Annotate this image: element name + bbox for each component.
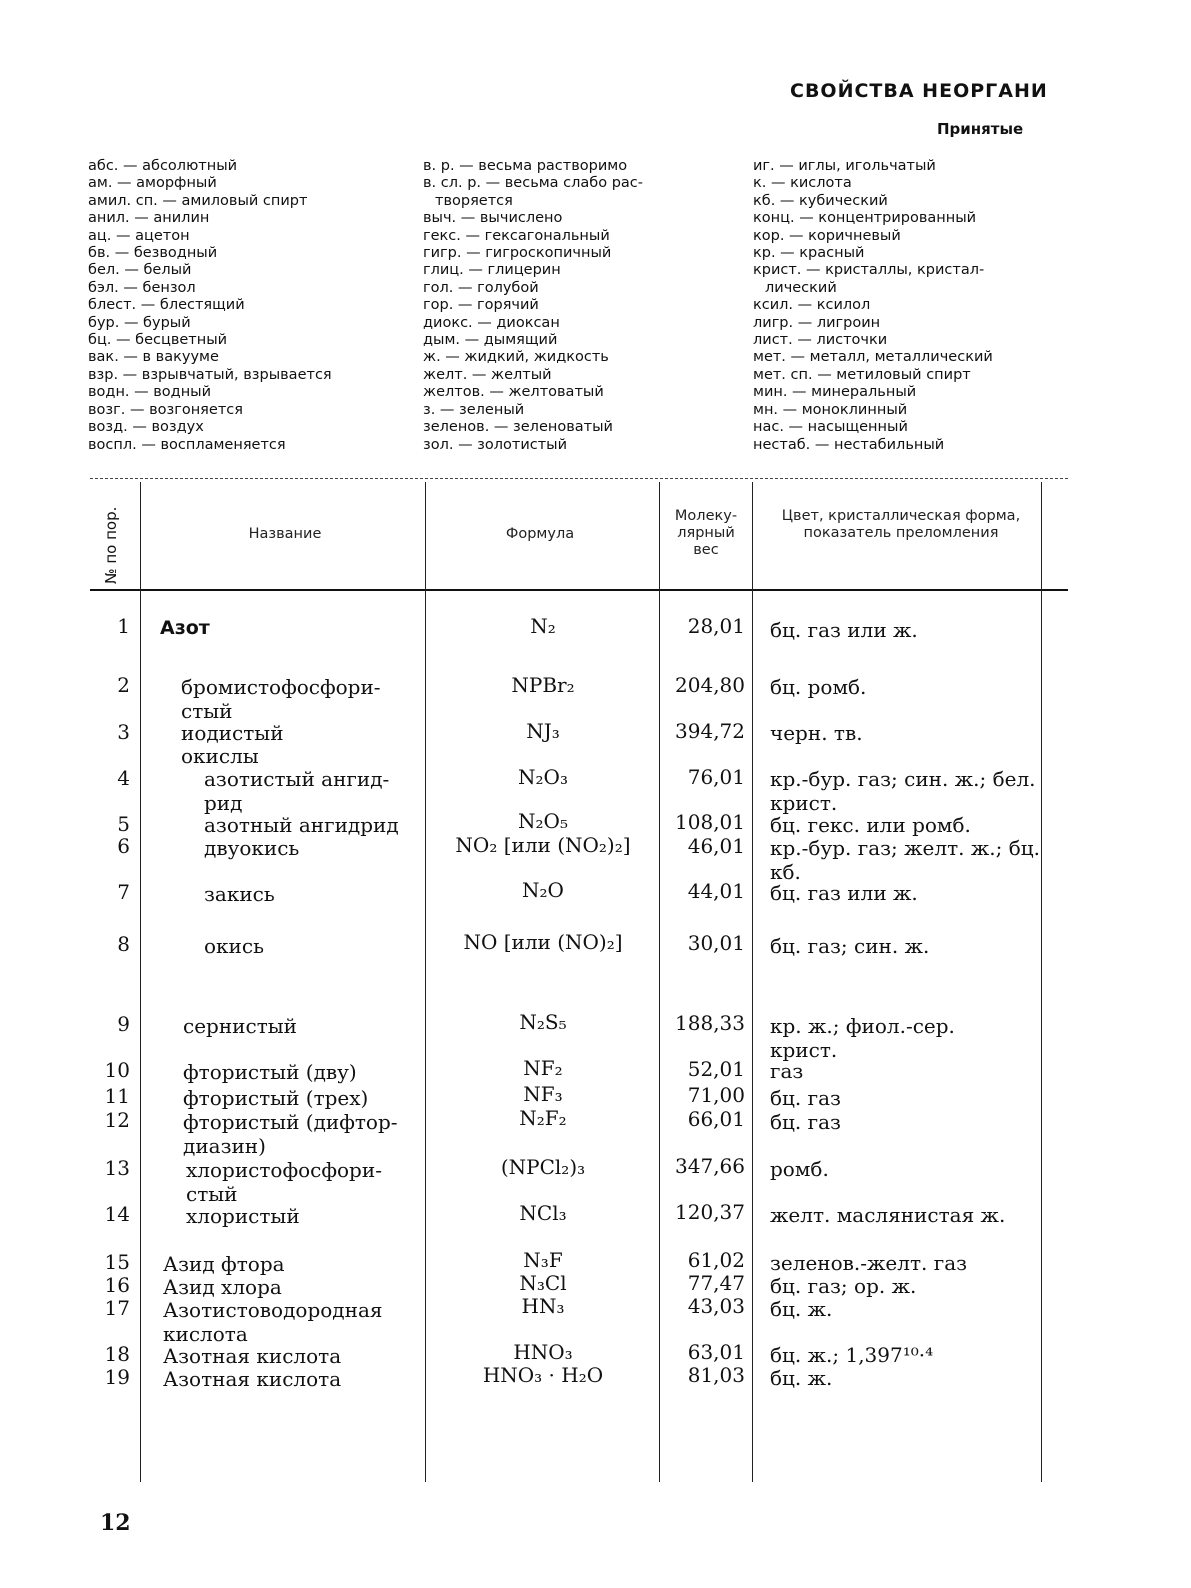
molecular-weight: 71,00 xyxy=(687,1083,745,1107)
description: бц. ж.; 1,397¹⁰·⁴ xyxy=(770,1343,934,1367)
description: бц. ромб. xyxy=(770,675,867,699)
substance-name: Азот xyxy=(160,617,210,639)
description: кр.-бур. газ; син. ж.; бел. крист. xyxy=(770,767,1036,815)
abbreviation-entry: бв. — безводный xyxy=(88,245,218,262)
molecular-weight: 61,02 xyxy=(687,1248,745,1272)
abbreviation-entry: взр. — взрывчатый, взрывается xyxy=(88,366,332,383)
formula: NO₂ [или (NO₂)₂] xyxy=(455,833,631,857)
molecular-weight: 43,03 xyxy=(687,1294,745,1318)
running-title: СВОЙСТВА НЕОРГАНИ xyxy=(790,80,1048,102)
abbreviation-entry: нестаб. — нестабильный xyxy=(753,436,945,453)
description: бц. ж. xyxy=(770,1297,833,1321)
molecular-weight: 394,72 xyxy=(675,719,745,743)
header-number: № по пор. xyxy=(102,506,120,584)
molecular-weight: 44,01 xyxy=(687,879,745,903)
description: бц. ж. xyxy=(770,1366,833,1390)
section-subtitle: Принятые xyxy=(937,120,1024,138)
abbreviation-entry: вак. — в вакууме xyxy=(88,349,219,366)
formula: (NPCl₂)₃ xyxy=(500,1155,586,1179)
substance-name: двуокись xyxy=(204,836,300,860)
abbreviation-entry: бэл. — бензол xyxy=(88,279,196,296)
row-number: 4 xyxy=(117,766,130,790)
description: желт. маслянистая ж. xyxy=(770,1203,1006,1227)
abbreviation-entry: кр. — красный xyxy=(753,245,865,262)
molecular-weight: 76,01 xyxy=(687,765,745,789)
description: бц. газ или ж. xyxy=(770,618,918,642)
description: кр.-бур. газ; желт. ж.; бц. кб. xyxy=(770,836,1040,884)
abbreviation-entry: зол. — золотистый xyxy=(423,436,568,453)
row-number: 14 xyxy=(104,1202,130,1226)
description: бц. газ или ж. xyxy=(770,881,918,905)
formula: NO [или (NO)₂] xyxy=(463,930,623,954)
substance-name: хлористый xyxy=(186,1204,300,1228)
formula: HNO₃ · H₂O xyxy=(482,1363,604,1387)
formula: NPBr₂ xyxy=(511,673,575,697)
abbreviation-entry: дым. — дымящий xyxy=(423,332,558,349)
abbreviation-entry: блест. — блестящий xyxy=(88,297,245,314)
abbreviation-entry: гигр. — гигроскопичный xyxy=(423,245,612,262)
formula: NF₂ xyxy=(523,1056,563,1080)
abbreviation-entry: возг. — возгоняется xyxy=(88,401,243,418)
substance-name: фтористый (дву) xyxy=(183,1060,357,1084)
table-header-rule xyxy=(90,589,1068,591)
abbreviation-entry: иг. — иглы, игольчатый xyxy=(753,158,936,174)
substance-name: фтористый (трех) xyxy=(183,1086,369,1110)
molecular-weight: 347,66 xyxy=(675,1154,745,1178)
description: зеленов.-желт. газ xyxy=(770,1251,968,1275)
formula: HN₃ xyxy=(521,1294,565,1318)
abbreviation-entry: гол. — голубой xyxy=(423,279,539,296)
molecular-weight: 46,01 xyxy=(687,834,745,858)
abbreviation-entry: конц. — концентрированный xyxy=(753,210,977,227)
column-divider xyxy=(1041,482,1042,1482)
row-number: 6 xyxy=(117,834,130,858)
substance-name: азотный ангидрид xyxy=(204,813,399,837)
abbreviation-entry: бур. — бурый xyxy=(88,314,191,331)
row-number: 5 xyxy=(117,812,130,836)
abbreviation-entry: воспл. — воспламеняется xyxy=(88,436,286,453)
molecular-weight: 66,01 xyxy=(687,1107,745,1131)
header-formula: Формула xyxy=(505,526,575,542)
row-number: 15 xyxy=(104,1250,130,1274)
description: бц. газ xyxy=(770,1110,841,1134)
substance-name: закись xyxy=(204,882,275,906)
formula: N₃Cl xyxy=(519,1271,567,1295)
substance-name: хлористофосфори-стый xyxy=(186,1158,382,1206)
header-molecular-weight: Молеку-лярный вес xyxy=(674,508,738,558)
abbreviation-entry: ам. — аморфный xyxy=(88,175,217,192)
description: бц. газ; син. ж. xyxy=(770,934,930,958)
abbreviation-entry: мин. — минеральный xyxy=(753,384,917,401)
substance-name: Азотная кислота xyxy=(163,1367,342,1391)
substance-name: окислы xyxy=(181,744,259,768)
formula: HNO₃ xyxy=(513,1340,573,1364)
abbreviation-entry: глиц. — глицерин xyxy=(423,262,561,279)
abbreviations-column-2 xyxy=(423,158,723,454)
abbreviation-entry: диокс. — диоксан xyxy=(423,314,560,331)
row-number: 2 xyxy=(117,673,130,697)
row-number: 8 xyxy=(117,932,130,956)
abbreviation-entry: желт. — желтый xyxy=(423,366,552,383)
abbreviation-entry: лист. — листочки xyxy=(753,332,888,349)
row-number: 18 xyxy=(104,1342,130,1366)
abbreviation-entry: зеленов. — зеленоватый xyxy=(423,419,613,436)
abbreviation-entry: мет. — металл, металлический xyxy=(753,349,993,366)
abbreviation-entry: ж. — жидкий, жидкость xyxy=(423,349,609,366)
row-number: 1 xyxy=(117,614,130,638)
molecular-weight: 28,01 xyxy=(687,614,745,638)
formula: NF₃ xyxy=(523,1082,563,1106)
substance-name: иодистый xyxy=(181,721,284,745)
abbreviations-column-1 xyxy=(88,158,388,454)
abbreviation-entry: абс. — абсолютный xyxy=(88,158,238,174)
abbreviation-entry: анил. — анилин xyxy=(88,210,210,227)
description: бц. гекс. или ромб. xyxy=(770,813,971,837)
row-number: 10 xyxy=(104,1058,130,1082)
abbreviation-entry: водн. — водный xyxy=(88,384,212,401)
description: ромб. xyxy=(770,1157,829,1181)
abbreviation-entry: к. — кислота xyxy=(753,175,852,192)
abbreviation-entry: мн. — моноклинный xyxy=(753,401,908,418)
row-number: 11 xyxy=(104,1084,130,1108)
description: кр. ж.; фиол.-сер. крист. xyxy=(770,1014,955,1062)
row-number: 3 xyxy=(117,720,130,744)
molecular-weight: 81,03 xyxy=(687,1363,745,1387)
abbreviation-entry: творяется xyxy=(435,192,513,209)
description: черн. тв. xyxy=(770,721,863,745)
abbreviation-entry: выч. — вычислено xyxy=(423,210,563,227)
formula: N₂O xyxy=(522,878,564,902)
formula: NJ₃ xyxy=(526,719,560,743)
abbreviation-entry: бел. — белый xyxy=(88,262,192,279)
description: бц. газ xyxy=(770,1086,841,1110)
formula: N₂O₅ xyxy=(518,809,568,833)
column-divider xyxy=(752,482,753,1482)
substance-name: Азотная кислота xyxy=(163,1344,342,1368)
substance-name: азотистый ангид-рид xyxy=(204,767,390,815)
substance-name: Азотистоводородная кислота xyxy=(163,1298,383,1346)
molecular-weight: 120,37 xyxy=(675,1200,745,1224)
abbreviation-entry: лический xyxy=(765,279,837,296)
formula: N₂F₂ xyxy=(519,1106,567,1130)
row-number: 19 xyxy=(104,1365,130,1389)
abbreviation-entry: кор. — коричневый xyxy=(753,227,901,244)
row-number: 7 xyxy=(117,880,130,904)
substance-name: сернистый xyxy=(183,1014,298,1038)
abbreviation-entry: крист. — кристаллы, кристал- xyxy=(753,262,985,279)
abbreviation-entry: гор. — горячий xyxy=(423,297,539,314)
abbreviation-entry: ксил. — ксилол xyxy=(753,297,871,314)
abbreviation-entry: мет. сп. — метиловый спирт xyxy=(753,366,971,383)
substance-name: Азид фтора xyxy=(163,1252,285,1276)
row-number: 9 xyxy=(117,1012,130,1036)
header-color: Цвет, кристаллическая форма, показатель преломления xyxy=(781,508,1021,541)
row-number: 16 xyxy=(104,1273,130,1297)
abbreviation-entry: в. р. — весьма растворимо xyxy=(423,158,628,174)
molecular-weight: 204,80 xyxy=(675,673,745,697)
row-number: 12 xyxy=(104,1108,130,1132)
abbreviations-column-3 xyxy=(753,158,1053,454)
abbreviation-entry: нас. — насыщенный xyxy=(753,419,908,436)
molecular-weight: 108,01 xyxy=(675,810,745,834)
abbreviation-entry: в. сл. р. — весьма слабо рас- xyxy=(423,175,644,192)
molecular-weight: 30,01 xyxy=(687,931,745,955)
substance-name: Азид хлора xyxy=(163,1275,282,1299)
page-number: 12 xyxy=(100,1510,131,1536)
abbreviation-entry: гекс. — гексагональный xyxy=(423,227,610,244)
molecular-weight: 77,47 xyxy=(687,1271,745,1295)
row-number: 13 xyxy=(104,1156,130,1180)
molecular-weight: 52,01 xyxy=(687,1057,745,1081)
abbreviation-entry: ац. — ацетон xyxy=(88,227,190,244)
column-divider xyxy=(140,482,141,1482)
molecular-weight: 188,33 xyxy=(675,1011,745,1035)
abbreviation-entry: желтов. — желтоватый xyxy=(423,384,604,401)
substance-name: фтористый (дифтор-диазин) xyxy=(183,1110,398,1158)
substance-name: окись xyxy=(204,934,264,958)
column-divider xyxy=(425,482,426,1482)
abbreviation-entry: лигр. — лигроин xyxy=(753,314,881,331)
description: газ xyxy=(770,1059,804,1083)
molecular-weight: 63,01 xyxy=(687,1340,745,1364)
formula: NCl₃ xyxy=(519,1201,567,1225)
abbreviation-entry: возд. — воздух xyxy=(88,419,204,436)
table-top-rule xyxy=(90,478,1068,479)
header-name: Название xyxy=(248,526,322,542)
abbreviation-entry: з. — зеленый xyxy=(423,401,525,418)
substance-name: бромистофосфори-стый xyxy=(181,675,381,723)
row-number: 17 xyxy=(104,1296,130,1320)
description: бц. газ; ор. ж. xyxy=(770,1274,917,1298)
abbreviation-entry: бц. — бесцветный xyxy=(88,332,228,349)
formula: N₂ xyxy=(530,614,556,638)
formula: N₃F xyxy=(523,1248,563,1272)
formula: N₂O₃ xyxy=(518,765,568,789)
abbreviation-entry: амил. сп. — амиловый спирт xyxy=(88,192,308,209)
formula: N₂S₅ xyxy=(519,1010,567,1034)
abbreviation-entry: кб. — кубический xyxy=(753,192,888,209)
